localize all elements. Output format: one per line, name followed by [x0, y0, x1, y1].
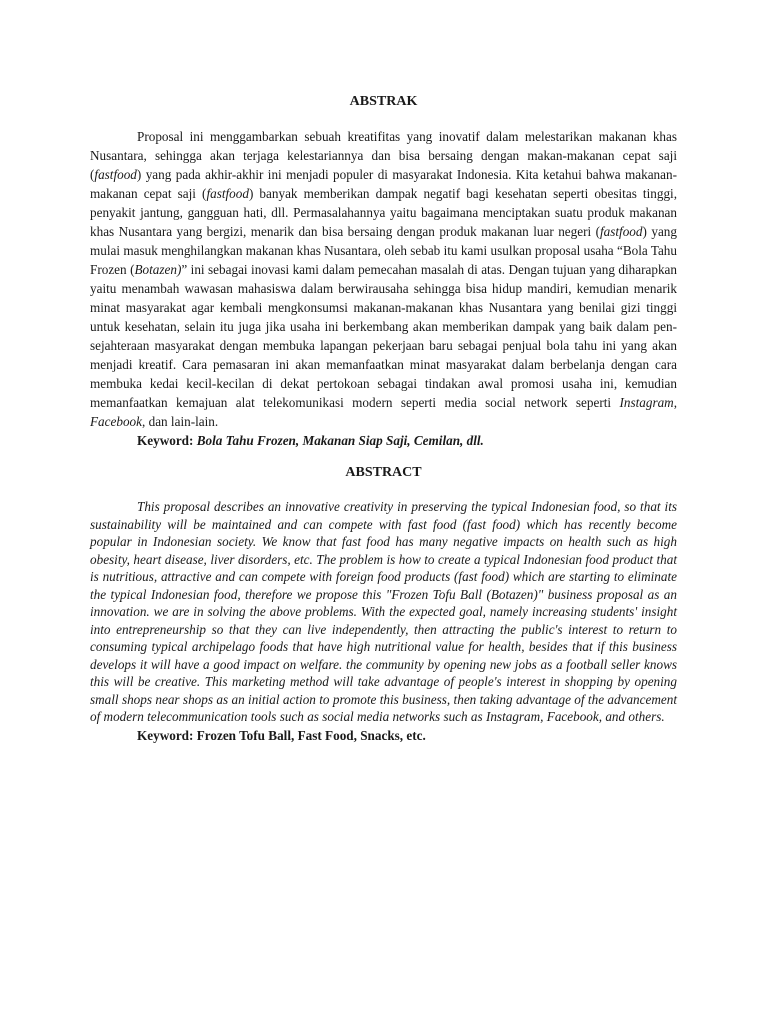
- abstrak-paragraph: [90, 127, 677, 431]
- abstrak-keyword-value: Bola Tahu Frozen, Makanan Siap Saji, Cemilan, dll.: [196, 433, 484, 448]
- abstrak-text-4: ) yang mulai masuk menghilangkan makanan khas Nusantara, oleh sebab itu kami usulkan proposal usaha “Bola Tahu Frozen (: [90, 224, 677, 277]
- abstract-keyword-value: Frozen Tofu Ball, Fast Food, Snacks, etc.: [196, 727, 426, 743]
- abstrak-fastfood-2: fastfood: [206, 186, 249, 201]
- abstrak-text-6: , dan lain-lain.: [142, 414, 219, 429]
- abstrak-text-3: ) banyak memberikan dampak negatif bagi kesehatan seperti obesitas tinggi, penyakit jantung, gangguan hati, dll. Permasalahannya yaitu bagaimana menciptakan suatu produk makanan khas Nusantara yang bergizi, menarik dan bisa bersaing dengan produk makanan luar negeri (: [90, 186, 677, 239]
- abstrak-text-2: ) yang pada akhir-akhir ini menjadi populer di masyarakat Indonesia. Kita ketahui bahwa makanan-makanan cepat saji (: [90, 167, 677, 201]
- abstrak-instagram: Instagram: [619, 395, 674, 410]
- abstract-heading: ABSTRACT: [345, 465, 422, 480]
- abstrak-keyword-label: Keyword:: [137, 433, 197, 448]
- abstrak-text-5: ” ini sebagai inovasi kami dalam pemecahan masalah di atas. Dengan tujuan yang diharapkan yaitu menambah wawasan mahasiswa dalam berwirausaha sehingga bisa hidup mandiri, kemudian menarik minat masyarakat agar kembali mengkonsumsi makanan-makanan khas Nusantara yang benilai gizi tinggi untuk kesehatan, selain itu juga jika usaha ini berkembang akan memberikan dampak yang baik dalam pen-sejahteraan masyarakat dengan membuka lapangan pekerjaan baru sebagai penjual bola tahu ini yang akan menjadi kreatif. Cara pemasaran ini akan memanfaatkan minat masyarakat dalam berbelanja dengan cara membuka kedai kecil-kecilan di dekat pertokoan sebagai tindakan awal promosi usaha ini, kemudian memanfaatkan kemajuan alat telekomunikasi modern seperti media social network seperti: [90, 262, 677, 410]
- abstract-keyword-label: Keyword:: [137, 727, 197, 743]
- abstrak-text-1: Proposal ini menggambarkan sebuah kreatifitas yang inovatif dalam melestarikan makanan khas Nusantara, sehingga akan terjaga kelestariannya dan bisa bersaing dengan makan-makanan cepat saji (: [90, 129, 677, 182]
- abstrak-keywords: [90, 431, 677, 450]
- abstrak-fastfood-3: fastfood: [600, 224, 643, 239]
- abstrak-facebook: Facebook: [90, 414, 142, 429]
- abstract-paragraph: This proposal describes an innovative creativity in preserving the typical Indonesian food, so that its sustainability will be maintained and can compete with fast food (fast food) which has recently become popular in Indonesian society. We know that fast food has many negative impacts on health such as high obesity, heart disease, liver disorders, etc. The problem is how to create a typical Indonesian food product that is nutritious, attractive and can compete with foreign food products (fast food) which are starting to eliminate the typical Indonesian food, therefore we propose this "Frozen Tofu Ball (Botazen)" business proposal as an innovation. we are in solving the above problems. With the expected goal, namely increasing students' insight into entrepreneurship so that they can live independently, then attracting the public's interest to return to consuming typical archipelago foods that have high nutritional value for health, besides that if this business develops it will have a good impact on welfare. the community by opening new jobs as a football seller knows this will be creative. This marketing method will take advantage of people's interest in shopping by opening small shops near shops as an initial action to promote this business, then taking advantage of the advancement of modern telecommunication tools such as social media networks such as Instagram, Facebook, and others.: [90, 499, 677, 724]
- abstrak-comma: ,: [673, 395, 677, 410]
- document-page: [90, 93, 677, 745]
- abstrak-botazen: Botazen): [134, 262, 182, 277]
- abstract-keywords: [90, 726, 677, 745]
- abstrak-fastfood-1: fastfood: [94, 167, 137, 182]
- abstrak-heading: ABSTRAK: [349, 94, 418, 109]
